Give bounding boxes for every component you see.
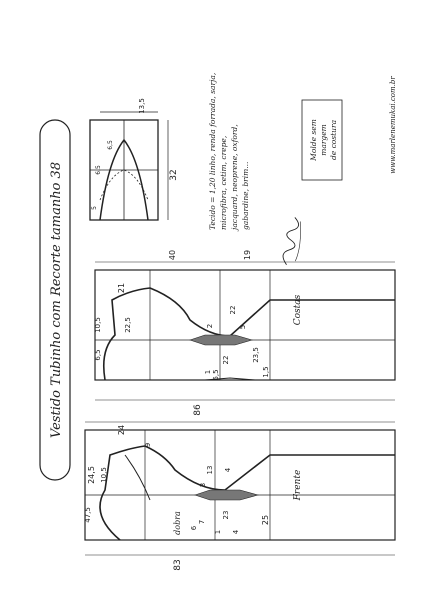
back-total-length: 86 <box>193 404 203 416</box>
back-hip-measure: 19 <box>243 249 252 261</box>
front-measure-1: 1 <box>214 529 222 535</box>
back-measure-235: 23,5 <box>252 347 260 363</box>
back-measure-15: 1,5 <box>262 366 270 378</box>
front-measure-4: 4 <box>224 467 232 473</box>
signature <box>282 217 305 267</box>
back-measure-1: 1 <box>204 369 212 375</box>
fabric-note-line-1: Tecido = 1,20 linho, renda forrada, sarja, <box>208 72 217 230</box>
sleeve-measure-3: 5 <box>91 206 98 210</box>
front-piece-label: Frente <box>293 469 303 501</box>
back-neck-depth: 10,5 <box>94 317 102 333</box>
seam-note-box <box>302 100 342 180</box>
back-measure-5a: 5 <box>239 324 247 330</box>
fabric-note <box>208 73 250 232</box>
front-measure-23: 23 <box>222 510 230 520</box>
back-measure-2: 2 <box>206 323 214 329</box>
back-measure-22a: 22 <box>229 305 237 315</box>
seam-note-line-3: de costura <box>329 119 338 161</box>
front-measure-6: 6 <box>190 525 198 531</box>
back-width-measure: 40 <box>168 249 177 261</box>
front-measure-9: 9 <box>144 442 152 448</box>
seam-note-line-2: margem <box>319 124 328 156</box>
back-armhole: 22,5 <box>124 317 132 333</box>
front-neck-depth: 10,5 <box>100 467 108 483</box>
back-measure-22b: 22 <box>222 355 230 365</box>
fabric-note-line-2: microfibra, cetim, crepe, <box>219 135 228 230</box>
sleeve-height-label: 32 <box>169 169 179 181</box>
back-pattern <box>94 250 395 416</box>
sleeve-pattern <box>90 98 179 220</box>
front-measure-13: 13 <box>206 465 214 475</box>
front-fold-label: dobra <box>173 511 182 535</box>
front-measure-25: 25 <box>261 514 270 526</box>
front-hem-measure: 47,5 <box>84 507 92 523</box>
sleeve-cap-label: 13,5 <box>138 98 146 114</box>
back-neck-width: 6,5 <box>94 349 102 361</box>
front-measure-4b: 4 <box>232 529 240 535</box>
front-total-length: 83 <box>173 559 183 571</box>
fabric-note-line-4: gabardine, brim... <box>241 161 250 230</box>
seam-note-line-1: Molde sem <box>309 119 318 161</box>
website-url: www.marlenemukai.com.br <box>389 76 397 174</box>
front-pattern <box>84 422 395 571</box>
front-measure-3: 3 <box>199 482 207 488</box>
sleeve-measure-1: 6,5 <box>107 140 114 150</box>
back-measure-6: 6,5 <box>212 369 220 381</box>
pattern-title: Vestido Tubinho com Recorte tamanho 38 <box>49 161 64 439</box>
fabric-note-line-3: jacquard, neoprene, oxford, <box>230 124 239 230</box>
front-width-measure: 24,5 <box>87 466 96 484</box>
back-shoulder-measure: 21 <box>117 282 126 294</box>
front-shoulder-measure: 24 <box>117 424 126 436</box>
title-box <box>40 120 70 480</box>
back-piece-label: Costas <box>293 294 303 326</box>
sleeve-measure-2: 6,5 <box>95 165 102 175</box>
front-measure-7: 7 <box>198 519 206 525</box>
